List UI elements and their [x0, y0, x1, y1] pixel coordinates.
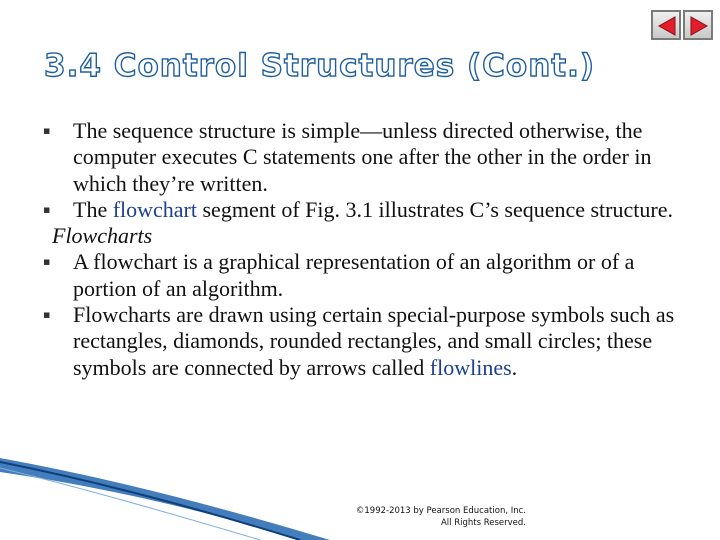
slide-body	[43, 118, 692, 381]
previous-slide-button[interactable]	[651, 10, 681, 40]
bullet-item	[43, 249, 692, 302]
triangle-left-icon	[656, 15, 678, 37]
bullet-text: The sequence structure is simple—unless directed otherwise, the computer executes C statements one after the other in the order in which they’re written.	[73, 118, 652, 196]
bullet-icon: ▪	[43, 308, 51, 322]
rights-line: All Rights Reserved.	[440, 518, 526, 528]
term-flowlines: flowlines	[429, 354, 512, 380]
copyright-footer	[328, 505, 526, 529]
triangle-right-icon	[688, 15, 710, 37]
bullet-item	[43, 118, 692, 197]
bullet-text: segment of Fig. 3.1 illustrates C’s sequence structure.	[197, 196, 673, 222]
subheading-flowcharts: Flowcharts	[52, 223, 153, 249]
slide-title: 3.4 Control Structures (Cont.)	[44, 48, 596, 84]
bullet-text: .	[511, 354, 518, 380]
bullet-icon: ▪	[43, 255, 51, 269]
bullet-text: The	[73, 196, 113, 222]
bullet-icon: ▪	[43, 202, 51, 216]
bullet-icon: ▪	[43, 124, 51, 137]
bullet-item	[43, 302, 692, 381]
next-slide-button[interactable]	[683, 10, 713, 40]
bullet-text: A flowchart is a graphical representation of an algorithm or of a portion of an algorithm.	[73, 249, 635, 301]
bullet-text: Flowcharts are drawn using certain special-purpose symbols such as rectangles, diamonds, rounded rectangles, and small circles; these symbols are connected by arrows called	[73, 302, 675, 380]
copyright-line: ©1992-2013 by Pearson Education, Inc.	[355, 506, 526, 516]
bullet-item	[43, 196, 692, 223]
term-flowchart: flowchart	[112, 196, 197, 222]
